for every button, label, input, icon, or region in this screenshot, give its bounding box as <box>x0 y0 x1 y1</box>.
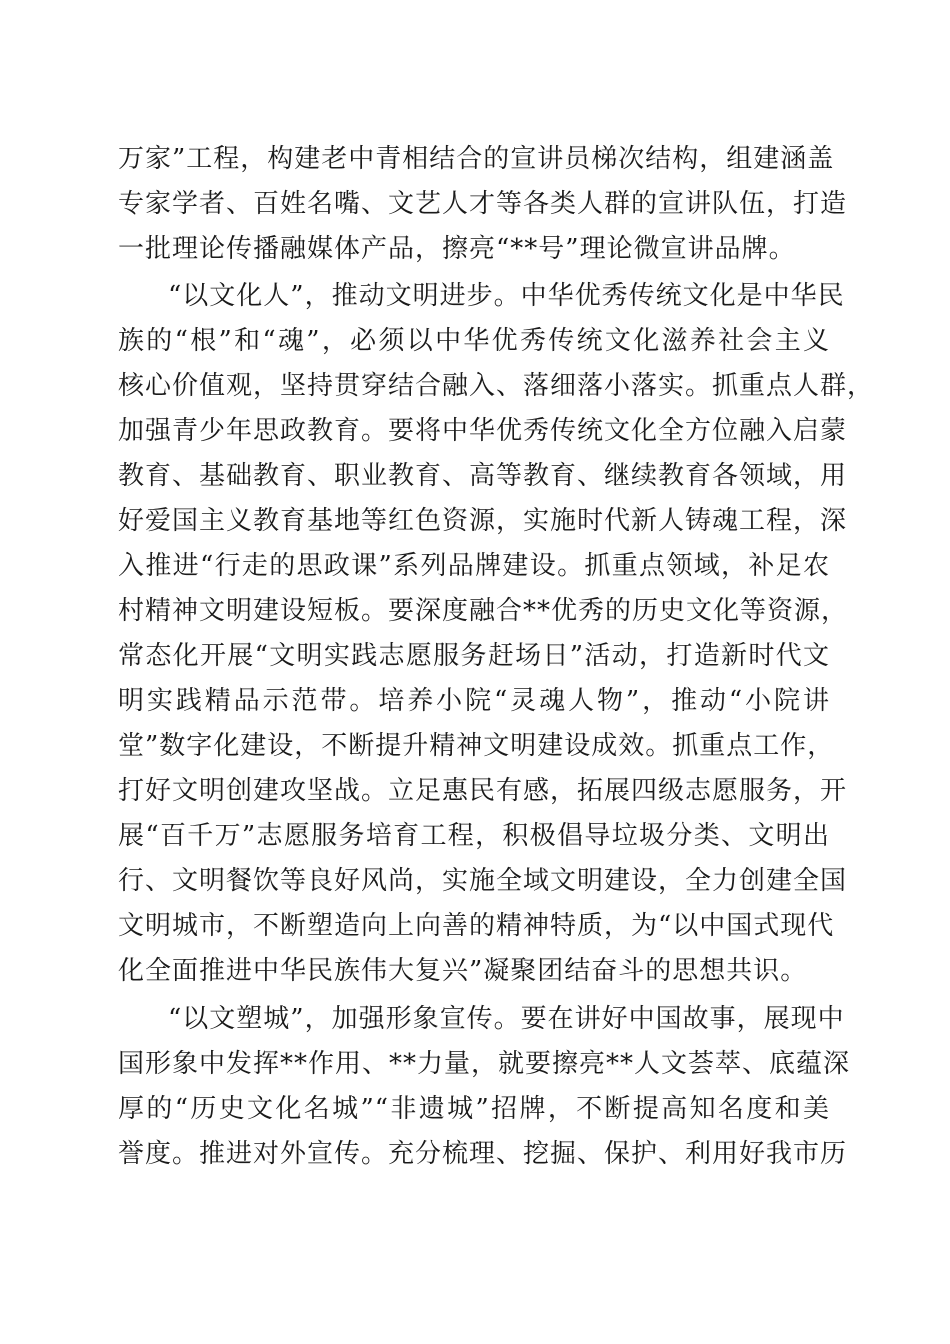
body-text-line: 打好文明创建攻坚战。立足惠民有感，拓展四级志愿服务，开 <box>118 776 848 806</box>
body-text-line: 族的“根”和“魂”，必须以中华优秀传统文化滋养社会主义 <box>118 326 830 356</box>
paragraph-lead-line: “以文塑城”，加强形象宣传。要在讲好中国故事，展现中 <box>168 1004 845 1034</box>
paragraph-lead-line: “以文化人”，推动文明进步。中华优秀传统文化是中华民 <box>168 281 845 311</box>
body-text-line: 教育、基础教育、职业教育、高等教育、继续教育各领域，用 <box>118 461 848 491</box>
body-text-line: 专家学者、百姓名嘴、文艺人才等各类人群的宣讲队伍，打造 <box>118 189 848 219</box>
body-text-line: 加强青少年思政教育。要将中华优秀传统文化全方位融入启蒙 <box>118 416 848 446</box>
body-text-line: 行、文明餐饮等良好风尚，实施全域文明建设，全力创建全国 <box>118 866 848 896</box>
body-text-line: 文明城市，不断塑造向上向善的精神特质，为“以中国式现代 <box>118 911 835 941</box>
body-text-line: 入推进“行走的思政课”系列品牌建设。抓重点领域，补足农 <box>118 551 830 581</box>
body-text-line: 常态化开展“文明实践志愿服务赶场日”活动，打造新时代文 <box>118 641 830 671</box>
body-text-line: 明实践精品示范带。培养小院“灵魂人物”，推动“小院讲 <box>118 686 830 716</box>
body-text-line: 好爱国主义教育基地等红色资源，实施时代新人铸魂工程，深 <box>118 506 848 536</box>
body-text-line: 村精神文明建设短板。要深度融合**优秀的历史文化等资源， <box>118 596 849 626</box>
body-text-line: 化全面推进中华民族伟大复兴”凝聚团结奋斗的思想共识。 <box>118 956 808 986</box>
body-text-line: 核心价值观，坚持贯穿结合融入、落细落小落实。抓重点人群， <box>118 371 875 401</box>
body-text-line: 堂”数字化建设，不断提升精神文明建设成效。抓重点工作， <box>118 731 835 761</box>
body-text-line: 万家”工程，构建老中青相结合的宣讲员梯次结构，组建涵盖 <box>118 144 835 174</box>
body-text-line: 展“百千万”志愿服务培育工程，积极倡导垃圾分类、文明出 <box>118 821 830 851</box>
body-text-line: 誉度。推进对外宣传。充分梳理、挖掘、保护、利用好我市历 <box>118 1139 848 1169</box>
body-text-line: 国形象中发挥**作用、**力量，就要擦亮**人文荟萃、底蕴深 <box>118 1049 851 1079</box>
body-text-line: 厚的“历史文化名城”“非遗城”招牌，不断提高知名度和美 <box>118 1094 830 1124</box>
body-text-line: 一批理论传播融媒体产品，擦亮“**号”理论微宣讲品牌。 <box>118 234 796 264</box>
